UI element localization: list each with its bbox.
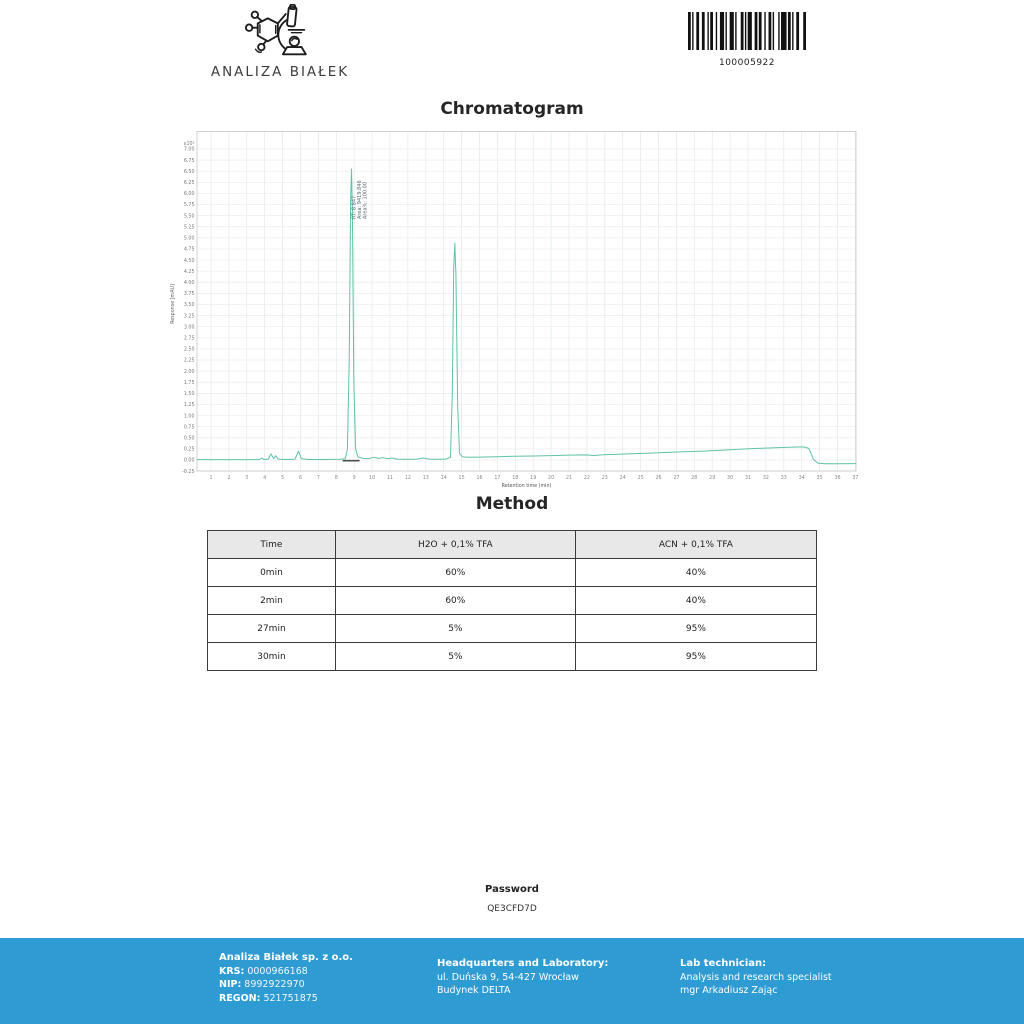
svg-text:x10²: x10²: [183, 142, 195, 147]
company-registry-line: KRS: 0000966168: [219, 965, 308, 977]
chromatogram-title: Chromatogram: [440, 99, 584, 119]
logo-wordmark: ANALIZA BIAŁEK: [210, 64, 350, 80]
svg-text:5.75: 5.75: [183, 203, 195, 209]
method-title: Method: [475, 494, 549, 514]
chromatogram-plot: [168, 131, 860, 491]
footer-technician: [680, 957, 832, 998]
svg-text:20: 20: [548, 476, 555, 481]
svg-text:3.00: 3.00: [183, 325, 195, 331]
logo-block: [205, 4, 355, 80]
table-cell: 95%: [575, 643, 816, 671]
address-title: Headquarters and Laboratory:: [437, 958, 609, 969]
svg-text:31: 31: [744, 476, 752, 481]
svg-text:30: 30: [727, 476, 734, 481]
technician-line: Analysis and research specialist: [680, 971, 832, 983]
password-value: QE3CFD7D: [487, 904, 537, 914]
svg-text:15: 15: [458, 476, 465, 481]
svg-text:5: 5: [281, 476, 285, 481]
method-table-header: [208, 531, 817, 559]
method-table-header-row: [208, 531, 817, 559]
svg-text:35: 35: [816, 476, 823, 481]
footer-company: [219, 951, 353, 1005]
svg-text:3.75: 3.75: [183, 292, 195, 298]
svg-text:3.25: 3.25: [183, 314, 195, 320]
svg-text:1.25: 1.25: [183, 403, 195, 409]
svg-text:22: 22: [583, 476, 590, 481]
column-header: Time: [208, 531, 336, 559]
svg-text:29: 29: [709, 476, 716, 481]
svg-text:37: 37: [852, 476, 859, 481]
address-line: ul. Duńska 9, 54-427 Wrocław: [437, 971, 579, 983]
svg-text:11: 11: [386, 476, 394, 481]
svg-text:1.00: 1.00: [183, 414, 195, 420]
column-header: ACN + 0,1% TFA: [575, 531, 816, 559]
svg-text:Area: 9419.846: Area: 9419.846: [356, 180, 363, 219]
svg-text:5.50: 5.50: [183, 214, 195, 220]
barcode-block: [687, 12, 807, 68]
svg-text:4.25: 4.25: [183, 269, 195, 275]
svg-text:26: 26: [655, 476, 662, 481]
svg-text:RT: 8.847: RT: 8.847: [351, 195, 358, 219]
svg-text:16: 16: [476, 476, 483, 481]
svg-text:4.50: 4.50: [183, 258, 195, 264]
svg-text:18: 18: [512, 476, 519, 481]
svg-text:2.75: 2.75: [183, 336, 195, 342]
svg-text:7.00: 7.00: [183, 147, 195, 153]
svg-text:27: 27: [673, 476, 680, 481]
method-table: [207, 530, 817, 671]
address-line: Budynek DELTA: [437, 985, 511, 996]
svg-text:2.50: 2.50: [183, 347, 195, 353]
svg-text:33: 33: [780, 476, 787, 481]
table-cell: 5%: [335, 615, 575, 643]
svg-text:17: 17: [494, 476, 501, 481]
svg-text:14: 14: [440, 476, 447, 481]
svg-text:21: 21: [565, 476, 573, 481]
svg-text:6.00: 6.00: [183, 192, 195, 198]
svg-text:Response [mAU]: Response [mAU]: [171, 284, 176, 324]
table-cell: 60%: [335, 559, 575, 587]
svg-text:4.75: 4.75: [183, 247, 195, 253]
table-cell: 95%: [575, 615, 816, 643]
company-name: Analiza Białek sp. z o.o.: [219, 952, 353, 963]
table-cell: 40%: [575, 587, 816, 615]
password-label: Password: [485, 884, 539, 895]
svg-text:6.75: 6.75: [183, 158, 195, 164]
svg-text:1.75: 1.75: [183, 380, 195, 386]
table-cell: 60%: [335, 587, 575, 615]
table-row: [208, 559, 817, 587]
svg-text:28: 28: [691, 476, 698, 481]
svg-text:6.25: 6.25: [183, 181, 195, 186]
svg-text:6: 6: [298, 476, 303, 481]
svg-text:2.00: 2.00: [183, 369, 195, 375]
table-cell: 2min: [208, 587, 336, 615]
svg-text:4.00: 4.00: [183, 281, 195, 286]
svg-text:12: 12: [404, 476, 411, 481]
svg-text:24: 24: [619, 476, 626, 481]
table-cell: 0min: [208, 559, 336, 587]
svg-text:25: 25: [637, 476, 644, 481]
table-cell: 30min: [208, 643, 336, 671]
svg-text:-0.25: -0.25: [182, 469, 195, 475]
svg-text:3: 3: [245, 476, 249, 481]
svg-text:6.50: 6.50: [183, 169, 195, 175]
table-row: [208, 587, 817, 615]
barcode-number: 100005922: [718, 58, 776, 68]
method-table-body: [208, 559, 817, 671]
svg-text:2.25: 2.25: [183, 358, 195, 364]
svg-text:1: 1: [209, 476, 213, 481]
svg-text:0.50: 0.50: [183, 436, 195, 442]
footer: [0, 938, 1024, 1024]
table-row: [208, 643, 817, 671]
svg-text:3.50: 3.50: [183, 303, 195, 309]
footer-address: [437, 957, 608, 998]
svg-text:2: 2: [227, 476, 231, 481]
table-cell: 27min: [208, 615, 336, 643]
svg-text:0.00: 0.00: [183, 458, 195, 464]
barcode-image: [688, 12, 806, 50]
svg-text:Area%: 100.00: Area%: 100.00: [362, 181, 369, 219]
technician-line: mgr Arkadiusz Zając: [680, 985, 778, 996]
svg-text:32: 32: [762, 476, 769, 481]
table-cell: 40%: [575, 559, 816, 587]
chromatogram-chart: [168, 131, 860, 491]
svg-text:8: 8: [334, 476, 338, 481]
table-cell: 5%: [335, 643, 575, 671]
company-registry-line: REGON: 521751875: [219, 992, 318, 1004]
svg-text:36: 36: [834, 476, 841, 481]
table-row: [208, 615, 817, 643]
svg-text:1.50: 1.50: [183, 392, 195, 398]
technician-title: Lab technician:: [680, 958, 767, 969]
svg-text:10: 10: [369, 476, 376, 481]
svg-text:0.75: 0.75: [183, 425, 195, 431]
password-block: [0, 884, 1024, 914]
svg-text:23: 23: [601, 476, 608, 481]
molecule-microscope-icon: [244, 4, 316, 60]
company-registry-line: NIP: 8992922970: [219, 979, 305, 990]
svg-text:Retention time (min): Retention time (min): [501, 484, 552, 489]
svg-text:34: 34: [798, 476, 805, 481]
svg-text:13: 13: [422, 476, 429, 481]
column-header: H2O + 0,1% TFA: [335, 531, 575, 559]
svg-text:0.25: 0.25: [183, 447, 195, 453]
svg-text:19: 19: [530, 476, 537, 481]
svg-text:5.00: 5.00: [183, 236, 195, 242]
svg-text:4: 4: [263, 476, 267, 481]
svg-text:5.25: 5.25: [183, 225, 195, 231]
svg-text:7: 7: [316, 476, 320, 481]
svg-text:9: 9: [352, 476, 356, 481]
